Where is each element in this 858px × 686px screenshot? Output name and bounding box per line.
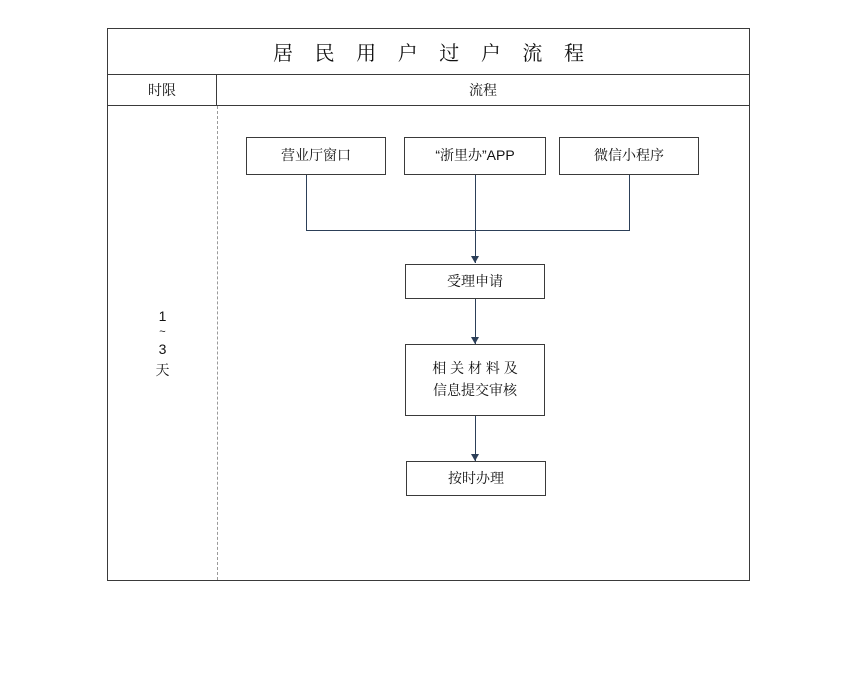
arrow-to-submit-materials: [471, 337, 479, 344]
node-channel-wechat-miniprogram[interactable]: 微信小程序: [559, 137, 699, 175]
column-header-timeframe: [108, 75, 217, 105]
column-header-process-label: 流程: [469, 82, 497, 98]
node-channel-service-hall[interactable]: 营业厅窗口: [246, 137, 386, 175]
flowchart-container: [107, 28, 750, 581]
timeframe-line-4: 天: [155, 361, 170, 378]
node-submit-materials-line-2: 信息提交审核: [433, 382, 517, 398]
chart-body: [108, 106, 749, 580]
connector-channel1-down: [306, 175, 307, 230]
chart-title: 居 民 用 户 过 户 流 程: [273, 43, 592, 65]
node-submit-materials-review[interactable]: [405, 344, 545, 416]
column-header-timeframe-label: 时限: [148, 82, 176, 98]
timeframe-value: [108, 106, 217, 580]
timeframe-line-1: 1: [158, 307, 167, 324]
column-header-band: [108, 75, 749, 106]
timeframe-line-3: 3: [158, 341, 167, 358]
node-accept-application[interactable]: 受理申请: [405, 264, 545, 299]
connector-channel2-down: [475, 175, 476, 263]
connector-channel3-down: [629, 175, 630, 230]
column-header-process: [217, 75, 749, 105]
arrow-to-on-time-processing: [471, 454, 479, 461]
flow-canvas: [218, 106, 749, 580]
node-on-time-processing[interactable]: 按时办理: [406, 461, 546, 496]
chart-title-band: [108, 29, 749, 75]
connector-merge-bar: [306, 230, 630, 231]
node-channel-zhelionline-app[interactable]: “浙里办”APP: [404, 137, 546, 175]
node-submit-materials-line-1: 相 关 材 料 及: [432, 360, 518, 377]
arrow-to-accept-application: [471, 256, 479, 263]
timeframe-line-2: ~: [159, 326, 166, 339]
